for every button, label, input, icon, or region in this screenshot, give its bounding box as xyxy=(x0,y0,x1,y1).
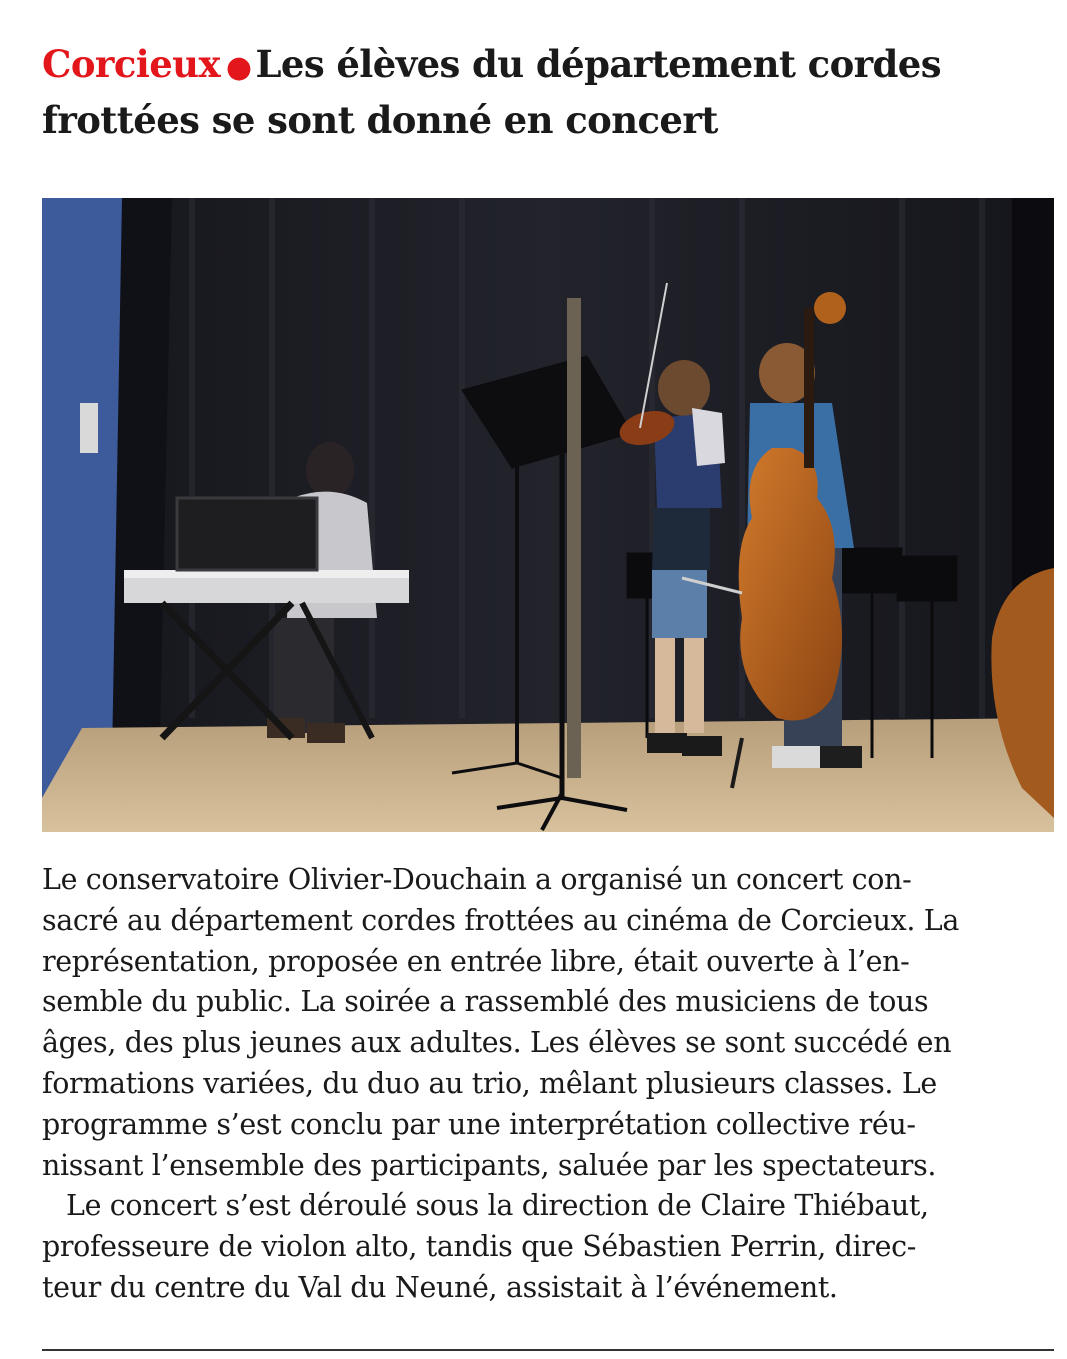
headline-title-line1: Les élèves du département cordes xyxy=(255,42,941,86)
body-line: Le concert s’est déroulé sous la direction de Claire Thiébaut, xyxy=(66,1189,929,1223)
body-line: professeure de violon alto, tandis que Sébastien Perrin, direc- xyxy=(42,1230,916,1264)
body-line: nissant l’ensemble des participants, saluée par les spectateurs. xyxy=(42,1148,937,1182)
body-line: Le conservatoire Olivier-Douchain a organisé un concert con- xyxy=(42,863,912,896)
headline-title-line2: frottées se sont donné en concert xyxy=(42,98,718,142)
body-line: formations variées, du duo au trio, mêlant plusieurs classes. Le xyxy=(42,1066,937,1100)
wooden-pole xyxy=(567,298,581,778)
bullet-icon: ● xyxy=(225,50,252,85)
headline xyxy=(42,38,1054,146)
body-line: programme s’est conclu par une interprétation collective réu- xyxy=(42,1107,916,1141)
body-line: sacré au département cordes frottées au cinéma de Corcieux. La xyxy=(42,903,960,937)
body-line: teur du centre du Val du Neuné, assistait à l’événement. xyxy=(42,1270,838,1304)
concert-photo xyxy=(42,198,1054,832)
concert-photo-icon xyxy=(42,198,1054,832)
body-line: semble du public. La soirée a rassemblé des musiciens de tous xyxy=(42,985,929,1019)
bottom-divider xyxy=(42,1349,1054,1351)
body-line: représentation, proposée en entrée libre, était ouverte à l’en- xyxy=(42,944,910,978)
article-body xyxy=(42,860,1054,1309)
wall-switch xyxy=(80,403,98,453)
headline-kicker: Corcieux xyxy=(42,42,220,86)
body-line: âges, des plus jeunes aux adultes. Les élèves se sont succédé en xyxy=(42,1026,952,1060)
